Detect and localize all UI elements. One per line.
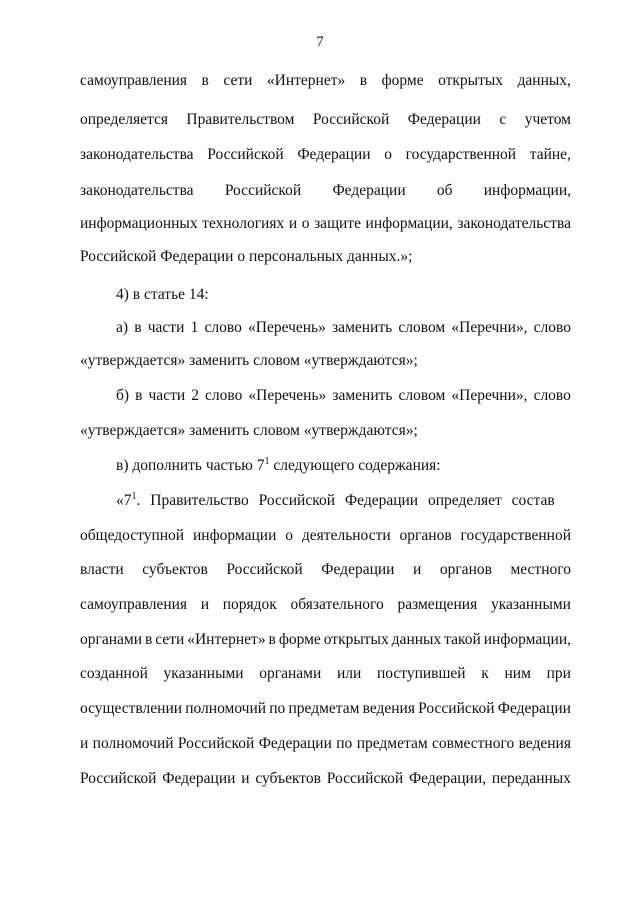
word: данных <box>391 631 442 648</box>
word: Федерации <box>297 146 371 163</box>
word: определяется <box>80 111 168 128</box>
word: самоуправления <box>80 72 188 89</box>
word: осуществлении <box>80 700 183 717</box>
word: информации <box>193 527 277 544</box>
word: законодательства <box>80 146 194 163</box>
word: в <box>135 387 143 404</box>
word: технологиях <box>202 215 285 232</box>
text-line-2 <box>80 110 571 130</box>
word: Федерации <box>162 770 236 787</box>
word: указанными <box>163 665 244 682</box>
word: по <box>336 735 353 752</box>
word: к <box>481 665 489 682</box>
word: о <box>384 146 392 163</box>
word: 2 <box>191 387 199 404</box>
quote-line-1-tail: . Правительство Российской Федерации определяет состав <box>136 492 555 509</box>
word: с <box>499 111 507 128</box>
word: законодательства <box>457 215 571 232</box>
word: слово <box>204 319 242 336</box>
word: Российской <box>177 735 255 752</box>
word: в <box>201 72 209 89</box>
quote-line-4 <box>80 595 571 615</box>
word: и <box>241 770 250 787</box>
word: ним <box>504 665 531 682</box>
word: защите <box>314 215 361 232</box>
word: общедоступной <box>80 527 185 544</box>
list-item-4: 4) в статье 14: <box>116 286 209 303</box>
word: Российской <box>312 111 390 128</box>
list-item-a-line-2: «утверждается» заменить словом «утверждаются»; <box>80 352 418 369</box>
list-item-a-line-1 <box>116 318 571 338</box>
word: и <box>200 596 210 613</box>
list-item-v-tail: следующего содержания: <box>269 457 441 474</box>
word: органами <box>80 631 143 648</box>
quote-open: «7 <box>116 492 132 509</box>
word: сети <box>223 72 253 89</box>
word: слово <box>533 387 571 404</box>
word: переданных <box>491 770 571 787</box>
word: форме <box>278 631 321 648</box>
word: субъектов <box>255 770 321 787</box>
word: информации, <box>483 631 571 648</box>
word: слово <box>533 319 571 336</box>
quote-line-3 <box>80 560 571 580</box>
word: об <box>436 182 453 199</box>
quote-line-1 <box>116 491 571 511</box>
word: или <box>336 665 362 682</box>
word: Российской <box>224 182 302 199</box>
word: форме <box>381 72 424 89</box>
word: тайне, <box>529 146 571 163</box>
word: «Перечень» <box>248 319 326 336</box>
word: сети <box>155 631 185 648</box>
word: части <box>147 319 185 336</box>
word: и <box>80 735 89 752</box>
word: ведения <box>362 700 415 717</box>
word: предметам <box>288 700 360 717</box>
word: по <box>269 700 286 717</box>
superscript: 1 <box>264 455 270 467</box>
word: государственной <box>460 527 571 544</box>
word: 1 <box>190 319 199 336</box>
word: информационных <box>80 215 198 232</box>
word: органов <box>439 561 492 578</box>
quote-line-8 <box>80 734 571 754</box>
word: обязательного <box>290 596 384 613</box>
word: поступившей <box>376 665 466 682</box>
word: а) <box>116 319 129 336</box>
word: Федерации <box>407 111 481 128</box>
list-item-v <box>116 456 571 476</box>
word: Российской <box>207 146 284 163</box>
word: порядок <box>222 596 277 613</box>
word: власти <box>80 561 124 578</box>
word: Российской <box>326 770 404 787</box>
word: субъектов <box>142 561 208 578</box>
word: при <box>546 665 571 682</box>
word: органами <box>259 665 322 682</box>
word: созданной <box>80 665 148 682</box>
quote-line-2 <box>80 526 571 546</box>
word: открытых <box>323 631 389 648</box>
text-line-4 <box>80 181 571 201</box>
word: Федерации <box>258 735 332 752</box>
word: слово <box>205 387 243 404</box>
text-line-1 <box>80 71 571 91</box>
word: Российской <box>226 561 303 578</box>
quote-line-6 <box>80 664 571 684</box>
word: части <box>148 387 186 404</box>
word: и <box>288 215 298 232</box>
text-line-3 <box>80 145 571 165</box>
text-line-5 <box>80 214 571 234</box>
word: полномочий <box>185 700 267 717</box>
word: информации, <box>483 182 571 199</box>
word: словом <box>398 387 446 404</box>
list-item-v-head: в) дополнить частью 7 <box>116 457 265 474</box>
word: размещения <box>397 596 478 613</box>
word: предметам <box>356 735 428 752</box>
word: «Интернет» <box>266 72 346 89</box>
word: в <box>134 319 142 336</box>
word: и <box>413 561 422 578</box>
word: Федерации <box>321 561 395 578</box>
word: совместного <box>432 735 515 752</box>
word: государственной <box>405 146 517 163</box>
word: органов <box>399 527 452 544</box>
word: деятельности <box>301 527 391 544</box>
word: в <box>359 72 368 89</box>
word: в <box>144 631 153 648</box>
word: о <box>285 527 294 544</box>
superscript: 1 <box>131 490 137 502</box>
word: «Перечни», <box>451 387 528 404</box>
word: заменить <box>332 319 393 336</box>
word: б) <box>116 387 130 404</box>
word: Федерации, <box>408 770 487 787</box>
word: «Интернет» <box>187 631 266 648</box>
word: полномочий <box>92 735 174 752</box>
word: словом <box>398 319 446 336</box>
list-item-b-line-2: «утверждается» заменить словом «утверждаются»; <box>80 422 418 439</box>
word: учетом <box>524 111 571 128</box>
word: «Перечень» <box>248 387 327 404</box>
quote-line-7 <box>80 699 571 719</box>
word: в <box>268 631 276 648</box>
quote-line-9 <box>80 769 571 789</box>
page-number: 7 <box>316 34 324 50</box>
word: заменить <box>332 387 393 404</box>
word: Российской <box>80 770 157 787</box>
word: данных, <box>517 72 571 89</box>
word: Правительством <box>186 111 295 128</box>
word: такой <box>444 631 481 648</box>
word: информации, <box>365 215 453 232</box>
word: указанными <box>490 596 571 613</box>
word: Федерации <box>332 182 406 199</box>
word: самоуправления <box>80 596 188 613</box>
word: ведения <box>518 735 571 752</box>
quote-line-5 <box>80 630 571 650</box>
list-item-b-line-1 <box>116 386 571 406</box>
word: Российской <box>418 700 495 717</box>
word: о <box>301 215 310 232</box>
word: местного <box>510 561 571 578</box>
word: открытых <box>438 72 504 89</box>
word: законодательства <box>80 182 194 199</box>
text-line-6: Российской Федерации о персональных данных.»; <box>80 248 413 265</box>
word: «Перечни», <box>451 319 528 336</box>
word: Федерации <box>497 700 571 717</box>
